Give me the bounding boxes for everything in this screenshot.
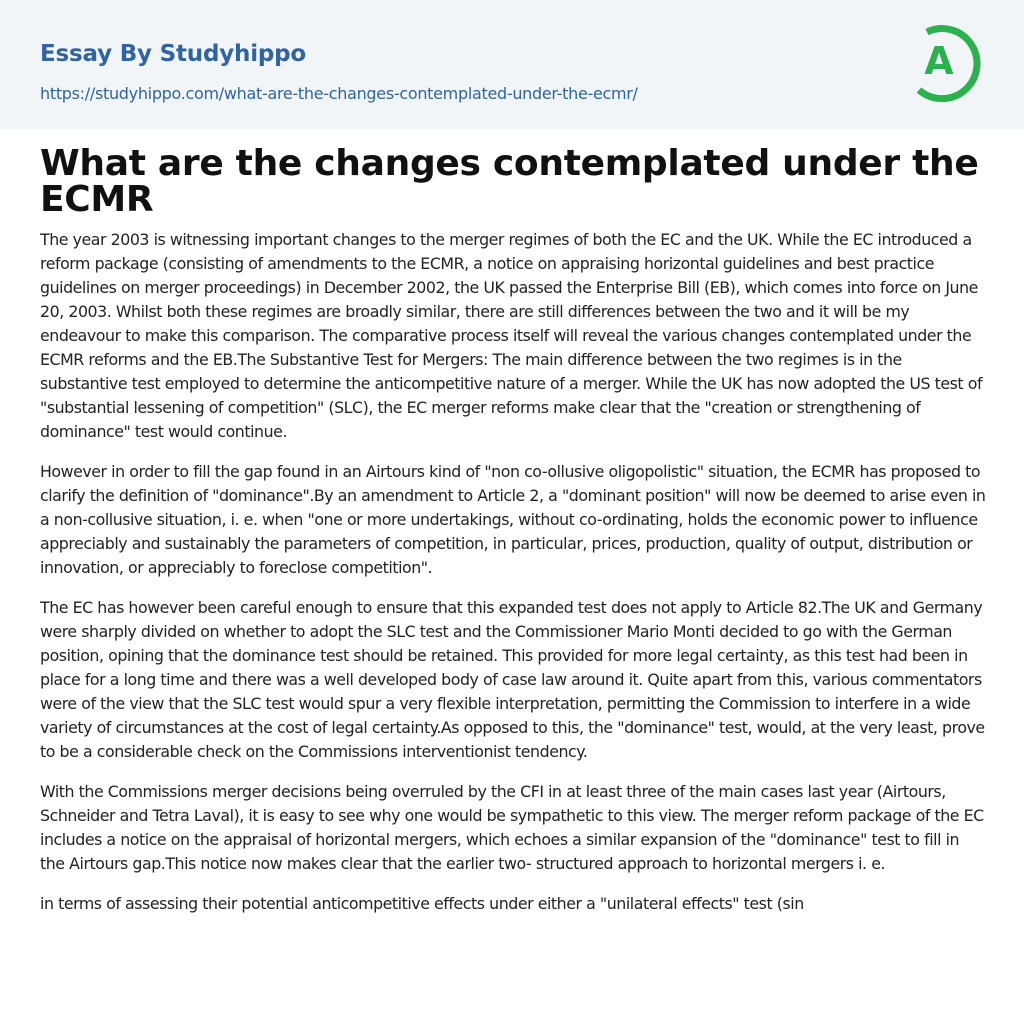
article-paragraph-4: With the Commissions merger decisions being overruled by the CFI in at least three of the main cases last year (Airtours, Schneider and Tetra Laval), it is easy to see why one would be sympathetic to this view. The merger reform package of the EC includes a notice on the appraisal of horizontal mergers, which echoes a similar expansion of the "dominance" test to fill in the Airtours gap.This notice now makes clear that the earlier two- structured approach to horizontal mergers i. e.	[40, 782, 984, 873]
article-paragraph-3: The EC has however been careful enough to ensure that this expanded test does not apply to Article 82.The UK and Germany were sharply divided on whether to adopt the SLC test and the Commissioner Mario Monti decided to go with the German position, opining that the dominance test should be retained. This provided for more legal certainty, as this test had been in place for a long time and there was a well developed body of case law around it. Quite apart from this, various commentators were of the view that the SLC test would spur a very flexible interpretation, permitting the Commission to interfere in a wide variety of circumstances at the cost of legal certainty.As opposed to this, the "dominance" test, would, at the very least, prove to be a considerable check on the Commissions interventionist tendency.	[40, 598, 985, 761]
page-title: What are the changes contemplated under the ECMR	[40, 143, 979, 220]
article-body	[40, 143, 986, 932]
page-url-link[interactable]: https://studyhippo.com/what-are-the-changes-contemplated-under-the-ecmr/	[40, 84, 638, 103]
logo-letter: A	[924, 39, 954, 83]
site-header	[0, 0, 1024, 129]
site-title-link[interactable]: Essay By Studyhippo	[40, 41, 307, 67]
logo-svg	[906, 19, 988, 105]
article-paragraph-2: However in order to fill the gap found in an Airtours kind of "non co-ollusive oligopolistic" situation, the ECMR has proposed to clarify the definition of "dominance".By an amendment to Article 2, a "dominant position" will now be deemed to arise even in a non-collusive situation, i. e. when "one or more undertakings, without co-ordinating, holds the economic power to influence appreciably and sustainably the parameters of competition, in particular, prices, production, quality of output, distribution or innovation, or appreciably to foreclose competition".	[40, 462, 986, 577]
circle-a-logo-icon[interactable]	[906, 19, 988, 105]
article-paragraph-5: in terms of assessing their potential anticompetitive effects under either a "unilateral effects" test (sin	[40, 894, 804, 913]
article-paragraph-1: The year 2003 is witnessing important changes to the merger regimes of both the EC and the UK. While the EC introduced a reform package (consisting of amendments to the ECMR, a notice on appraising horizontal guidelines and best practice guidelines on merger proceedings) in December 2002, the UK passed the Enterprise Bill (EB), which comes into force on June 20, 2003. Whilst both these regimes are broadly similar, there are still differences between the two and it will be my endeavour to make this comparison. The comparative process itself will reveal the various changes contemplated under the ECMR reforms and the EB.The Substantive Test for Mergers: The main difference between the two regimes is in the substantive test employed to determine the anticompetitive nature of a merger. While the UK has now adopted the US test of "substantial lessening of competition" (SLC), the EC merger reforms make clear that the "creation or strengthening of dominance" test would continue.	[40, 230, 983, 441]
